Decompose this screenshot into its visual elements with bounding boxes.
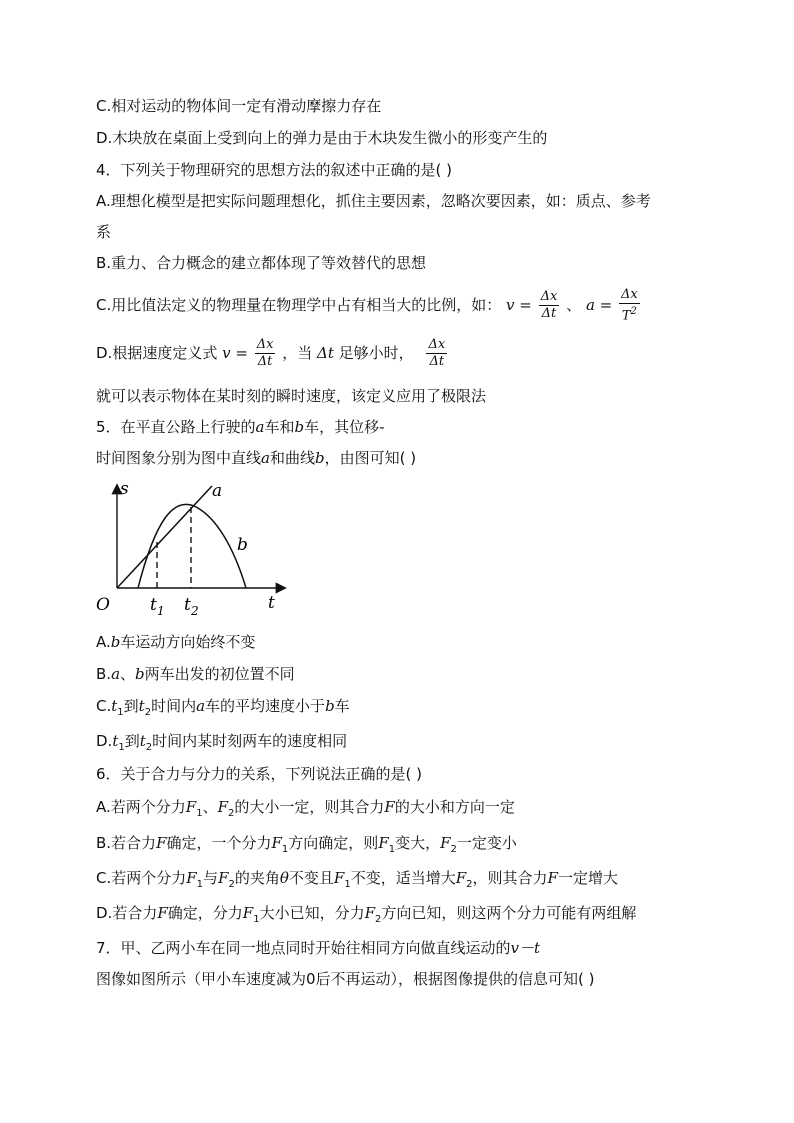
- origin-label: O: [96, 595, 110, 615]
- fraction-dx-dt: $\frac{\Delta x}{\Delta t}$: [540, 289, 558, 321]
- line-a: [117, 486, 212, 588]
- t2-label: t: [184, 595, 191, 615]
- q7-stem-line2: 图像如图所示（甲小车速度减为0后不再运动），根据图像提供的信息可知( ): [96, 970, 595, 988]
- t2-subscript: 2: [191, 604, 199, 618]
- fraction-dx-t2: $\frac{\Delta x}{T^2}$: [621, 286, 638, 324]
- q6-option-d: D.若合力F确定，分力$F_1$大小已知，分力$F_2$方向已知，则这两个分力可能有两组解: [96, 904, 637, 925]
- q3-option-d: D.木块放在桌面上受到向上的弹力是由于木块发生微小的形变产生的: [96, 129, 548, 147]
- q6-option-c: C.若两个分力$F_1$与$F_2$的夹角θ不变且$F_1$不变，适当增大$F_2$，则其合力F一定增大: [96, 869, 618, 890]
- q4-option-d-cont: 就可以表示物体在某时刻的瞬时速度，该定义应用了极限法: [96, 387, 487, 405]
- q6-option-b: B.若合力F确定，一个分力$F_1$方向确定，则$F_1$变大，$F_2$一定变小: [96, 834, 517, 855]
- acceleration-symbol: a =: [585, 296, 613, 314]
- axis-label-s: s: [120, 479, 129, 499]
- t1-label: t: [150, 595, 157, 615]
- q4-option-b: B.重力、合力概念的建立都体现了等效替代的思想: [96, 254, 427, 272]
- q3-option-c: C.相对运动的物体间一定有滑动摩擦力存在: [96, 97, 382, 115]
- q5-stem-line1: 5．在平直公路上行驶的a车和b车，其位移-: [96, 418, 385, 436]
- q5-option-a: A.b车运动方向始终不变: [96, 633, 256, 651]
- q7-stem-line1: 7．甲、乙两小车在同一地点同时开始往相同方向做直线运动的v－t: [96, 939, 541, 957]
- line-a-label: a: [212, 481, 223, 501]
- curve-b-label: b: [237, 535, 248, 555]
- q4-option-a-cont: 系: [96, 223, 112, 241]
- axis-label-t: t: [268, 593, 275, 613]
- q5-option-c: $C.t_1$到$t_2$时间内a车的平均速度小于b车: [96, 697, 350, 718]
- q6-stem: 6．关于合力与分力的关系，下列说法正确的是( ): [96, 765, 423, 783]
- q4-option-a: A.理想化模型是把实际问题理想化，抓住主要因素，忽略次要因素，如：质点、参考: [96, 192, 651, 210]
- q5-option-b: B.a、b两车出发的初位置不同: [96, 665, 295, 683]
- q4-option-c: C.用比值法定义的物理量在物理学中占有相当大的比例，如： v = $\frac{\Delta x}{\Delta t}$ 、 a = $\frac{\Delta x}{T^2}$: [96, 286, 638, 324]
- fraction-dx-dt-d: $\frac{\Delta x}{\Delta t}$: [256, 337, 274, 369]
- q4-stem: 4．下列关于物理研究的思想方法的叙述中正确的是( ): [96, 161, 453, 179]
- t1-subscript: 1: [157, 604, 165, 618]
- q4-option-d: D.根据速度定义式 v = $\frac{\Delta x}{\Delta t}$ ，当 Δt 足够小时， $\frac{\Delta x}{\Delta t}$: [96, 337, 446, 369]
- q6-option-a: A.若两个分力$F_1$、$F_2$的大小一定，则其合力F的大小和方向一定: [96, 798, 515, 819]
- q5-stem-line2: 时间图象分别为图中直线a和曲线b，由图可知( ): [96, 449, 417, 467]
- curve-b: [138, 504, 246, 588]
- fraction-dx-dt-limit: $\frac{\Delta x}{\Delta t}$: [428, 337, 446, 369]
- q5-option-d: $D.t_1$到$t_2$时间内某时刻两车的速度相同: [96, 732, 348, 753]
- velocity-symbol: v =: [506, 296, 532, 314]
- position-time-graph: [94, 478, 294, 618]
